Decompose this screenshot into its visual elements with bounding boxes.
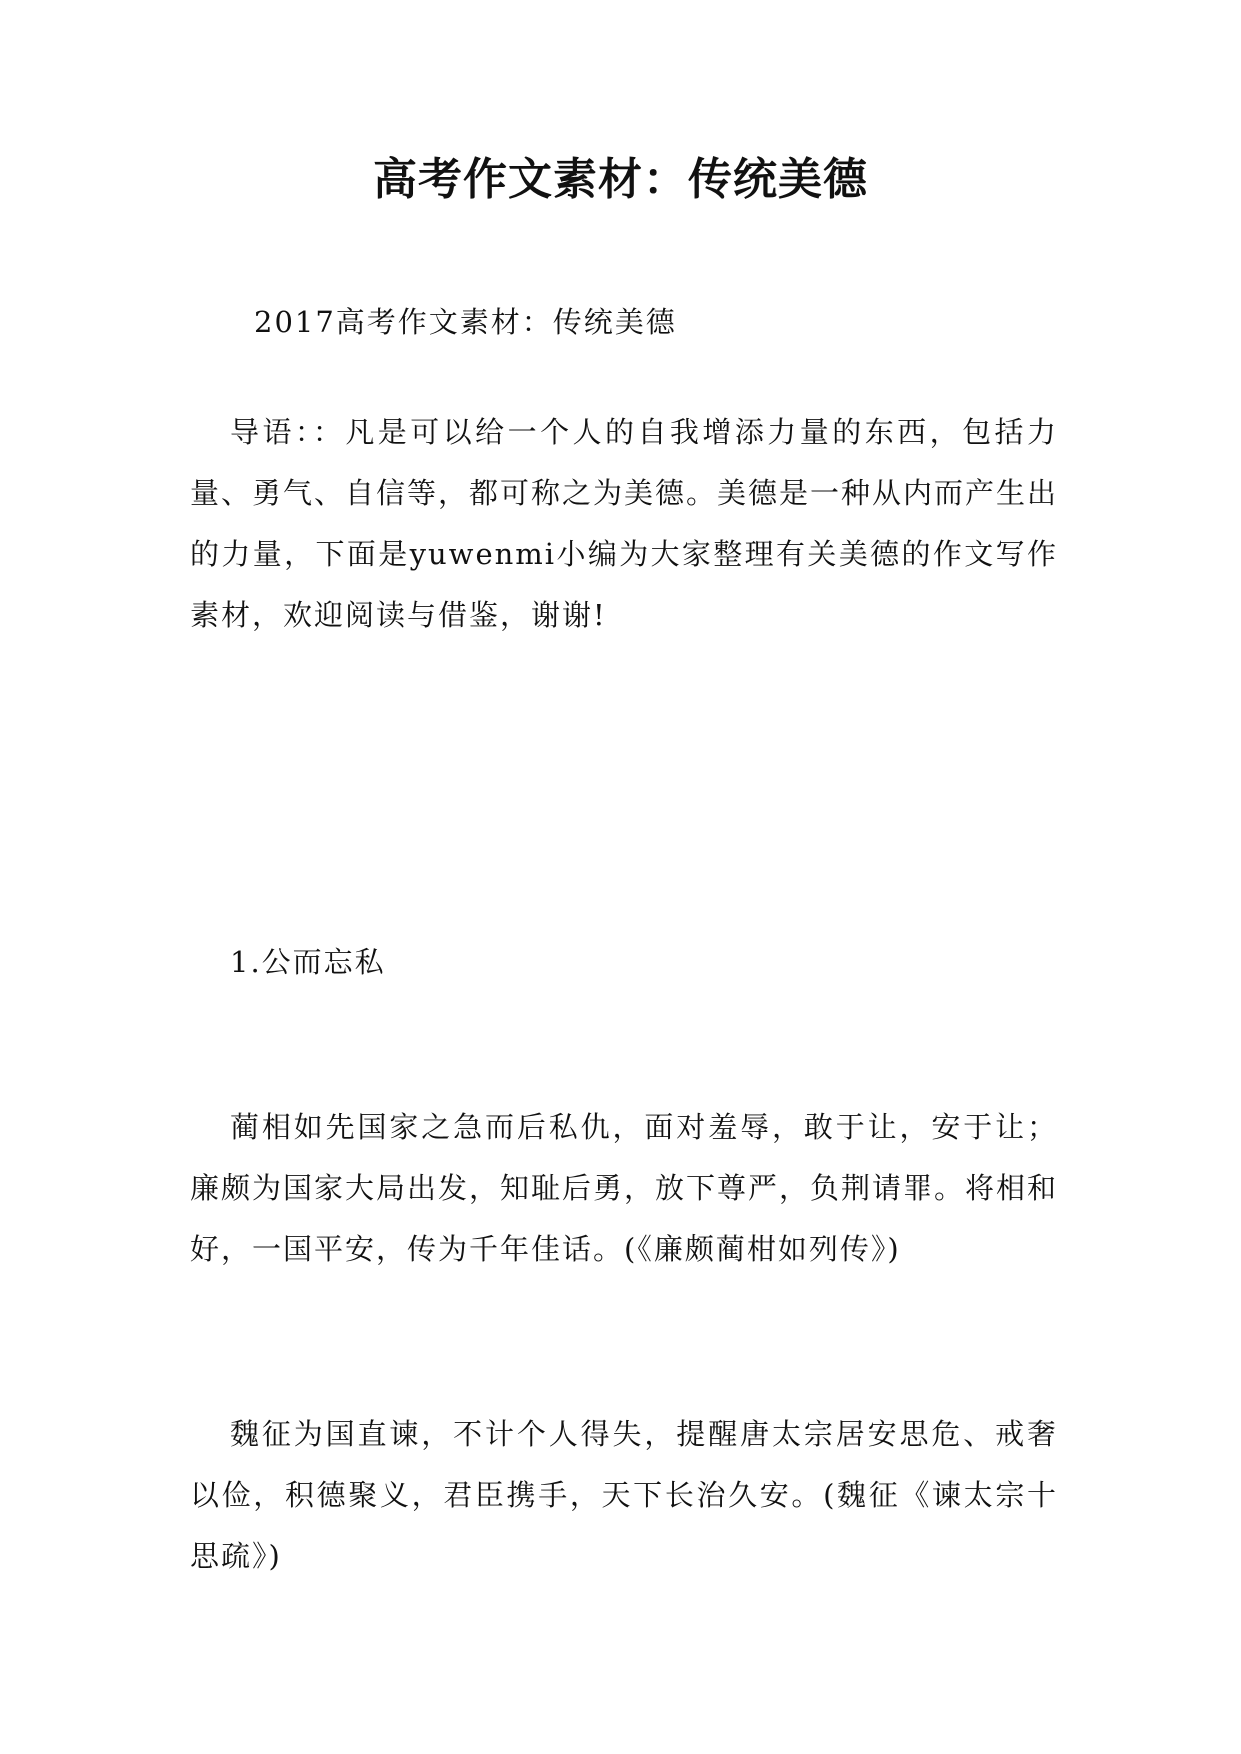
document-title: 高考作文素材：传统美德 (373, 154, 868, 205)
intro-paragraph: 导语：：凡是可以给一个人的自我增添力量的东西，包括力量、勇气、自信等，都可称之为美德。美德是一种从内而产生出的力量，下面是yuwenmi小编为大家整理有关美德的作文写作素材，欢迎阅读与借鉴，谢谢! (190, 415, 1059, 632)
body-paragraph-wei-zheng: 魏征为国直谏，不计个人得失，提醒唐太宗居安思危、戒奢以俭，积德聚义，君臣携手，天下长治久安。(魏征《谏太宗十思疏》) (190, 1417, 1058, 1573)
document-subtitle: 2017高考作文素材：传统美德 (254, 305, 677, 339)
section-heading: 1.公而忘私 (230, 945, 386, 979)
body-paragraph-lin-xiangru: 蔺相如先国家之急而后私仇，面对羞辱，敢于让，安于让；廉颇为国家大局出发，知耻后勇，放下尊严，负荆请罪。将相和好，一国平安，传为千年佳话。(《廉颇蔺柑如列传》) (190, 1110, 1059, 1266)
